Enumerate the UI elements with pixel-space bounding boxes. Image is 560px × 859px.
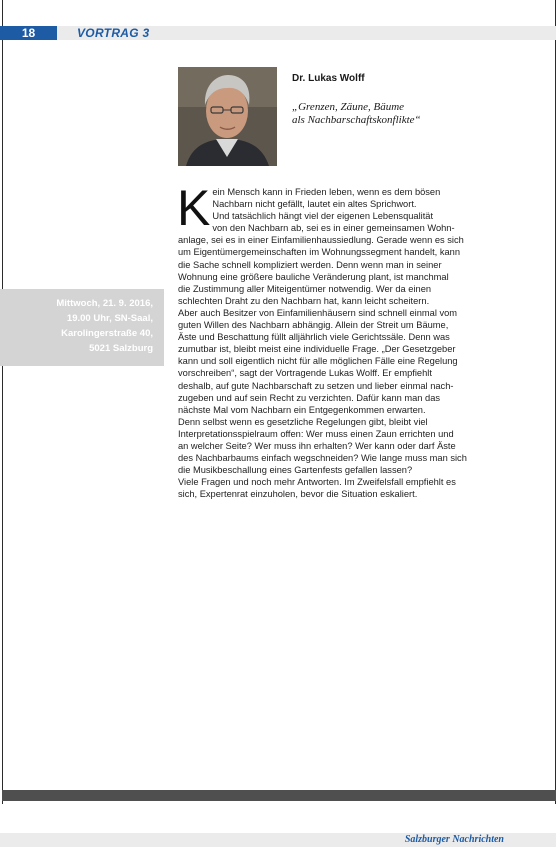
event-date: Mittwoch, 21. 9. 2016, — [56, 298, 153, 309]
article-line: Aber auch Besitzer von Einfamilienhäusern sind schnell einmal vom — [178, 307, 458, 318]
article-line: die Sache schnell kompliziert werden. Denn wenn man in seiner — [178, 259, 442, 270]
article-line: ein Mensch kann in Frieden leben, wenn es dem bösen — [212, 187, 441, 197]
article-body — [177, 180, 503, 500]
article-line: anlage, sei es in einer Einfamilienhaussiedlung. Gerade wenn es sich — [178, 235, 464, 246]
event-info-box — [0, 289, 164, 366]
article-line: vorschreiben“, sagt der Vortragende Lukas Wolff. Er empfiehlt — [178, 368, 432, 379]
article-line: sich, Expertenrat einzuholen, bevor die Situation eskaliert. — [178, 489, 418, 500]
article-line: zumutbar ist, bleibt meist eine individuelle Frage. „Der Gesetzgeber — [178, 344, 456, 355]
article-line: zugeben und auf sein Recht zu verzichten. Dafür kann man das — [178, 392, 441, 403]
footer-bar — [2, 790, 556, 801]
article-line: die Zustimmung aller Miteigentümer notwendig. Wer da einen — [178, 283, 432, 294]
section-title: VORTRAG 3 — [77, 26, 150, 40]
article-line: Wohnung eine größere bauliche Veränderung plant, ist manchmal — [178, 271, 449, 282]
event-city: 5021 Salzburg — [89, 343, 153, 354]
article-line: von den Nachbarn ab, sei es in einer gemeinsamen Wohn- — [212, 223, 455, 234]
event-time-venue: 19.00 Uhr, SN-Saal, — [66, 313, 153, 324]
speaker-portrait — [178, 67, 277, 166]
speaker-name: Dr. Lukas Wolff — [292, 73, 365, 84]
article-line: Nachbarn nicht gefällt, lautet ein altes Sprichwort. — [212, 199, 417, 210]
article-line: des Nachbarbaums einfach wegschneiden? Wie lange muss man sich — [178, 453, 467, 464]
article-line: Interpretationsspielraum offen: Wer muss einen Zaun errichten und — [178, 428, 454, 439]
portrait-image — [178, 67, 277, 166]
article-line: um Eigentümergemeinschaften im Wohnungssegment handelt, kann — [178, 247, 460, 258]
talk-title-line: „Grenzen, Zäune, Bäume — [292, 101, 405, 113]
talk-title-line: als Nachbarschaftskonflikte“ — [292, 114, 421, 126]
article-line: Viele Fragen und noch mehr Antworten. Im Zweifelsfall empfiehlt es — [178, 477, 456, 488]
article-line: Denn selbst wenn es gesetzliche Regelungen gibt, bleibt viel — [178, 416, 428, 427]
page-number: 18 — [0, 26, 57, 40]
article-line: die Musikbeschallung eines Gartenfests gefallen lassen? — [178, 465, 413, 476]
article-line: schlechten Draht zu den Nachbarn hat, kann leicht scheitern. — [178, 295, 430, 306]
article-line: Und tatsächlich hängt viel der eigenen Lebensqualität — [212, 211, 434, 222]
event-street: Karolingerstraße 40, — [61, 328, 153, 339]
article-line: nächste Mal vom Nachbarn ein Entgegenkommen erwarten. — [178, 404, 426, 415]
article-line: an welcher Seite? Wer muss ihn erhalten? Wer kann oder darf Äste — [178, 440, 456, 451]
article-line: kann und soll eigentlich nicht für alle möglichen Fälle eine Regelung — [178, 356, 458, 367]
publisher-logo: Salzburger Nachrichten — [404, 834, 504, 845]
article-line: Äste und Beschattung füllt alljährlich viele Gerichtssäle. Denn was — [178, 332, 450, 343]
drop-cap: K — [177, 180, 211, 236]
article-line: deshalb, auf gute Nachbarschaft zu setzen und lieber einmal nach- — [178, 380, 454, 391]
talk-title — [292, 101, 492, 127]
article-line: guten Willen des Nachbarn abhängig. Allein der Streit um Bäume, — [178, 320, 449, 331]
